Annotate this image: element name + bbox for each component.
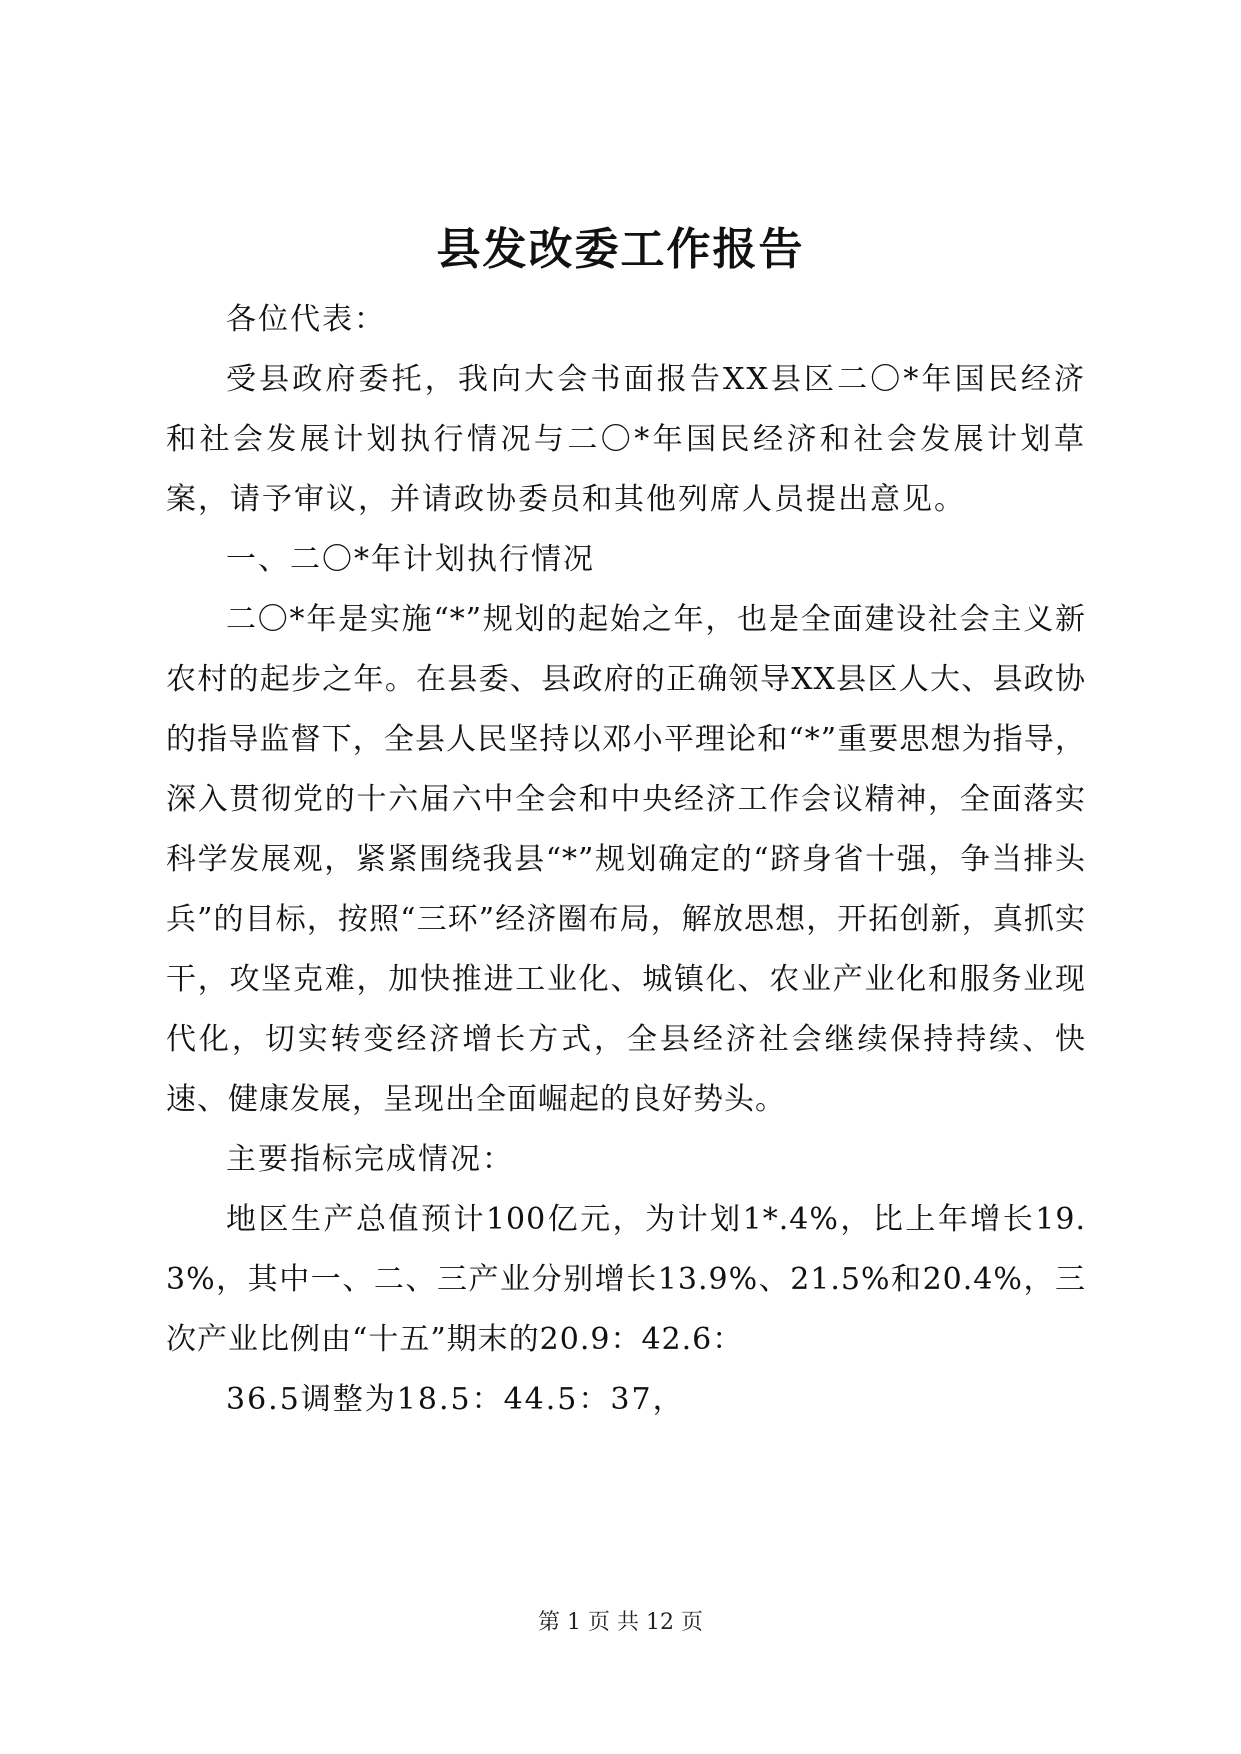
page-title: 县发改委工作报告 [436, 224, 805, 275]
section-heading: 一、二〇*年计划执行情况 [226, 542, 595, 577]
intro-paragraph: 受县政府委托，我向大会书面报告XX县区二〇*年国民经济和社会发展计划执行情况与二〇*年国民经济和社会发展计划草案，请予审议，并请政协委员和其他列席人员提出意见。 [166, 362, 1086, 517]
salutation-paragraph: 各位代表： [226, 302, 386, 337]
page-number-footer: 第 1 页 共 12 页 [538, 1610, 703, 1635]
indicators-heading: 主要指标完成情况： [226, 1142, 514, 1177]
ratio-paragraph: 36.5调整为18.5：44.5：37， [226, 1382, 685, 1417]
gdp-paragraph: 地区生产总值预计100亿元，为计划1*.4%，比上年增长19.3%，其中一、二、三产业分别增长13.9%、21.5%和20.4%，三次产业比例由“十五”期末的20.9：42.6： [166, 1202, 1086, 1357]
document-body [166, 290, 1086, 1430]
overview-paragraph: 二〇*年是实施“*”规划的起始之年，也是全面建设社会主义新农村的起步之年。在县委、县政府的正确领导XX县区人大、县政协的指导监督下，全县人民坚持以邓小平理论和“*”重要思想为指导，深入贯彻党的十六届六中全会和中央经济工作会议精神，全面落实科学发展观，紧紧围绕我县“*”规划确定的“跻身省十强，争当排头兵”的目标，按照“三环”经济圈布局，解放思想，开拓创新，真抓实干，攻坚克难，加快推进工业化、城镇化、农业产业化和服务业现代化，切实转变经济增长方式，全县经济社会继续保持持续、快速、健康发展，呈现出全面崛起的良好势头。 [166, 602, 1086, 1117]
